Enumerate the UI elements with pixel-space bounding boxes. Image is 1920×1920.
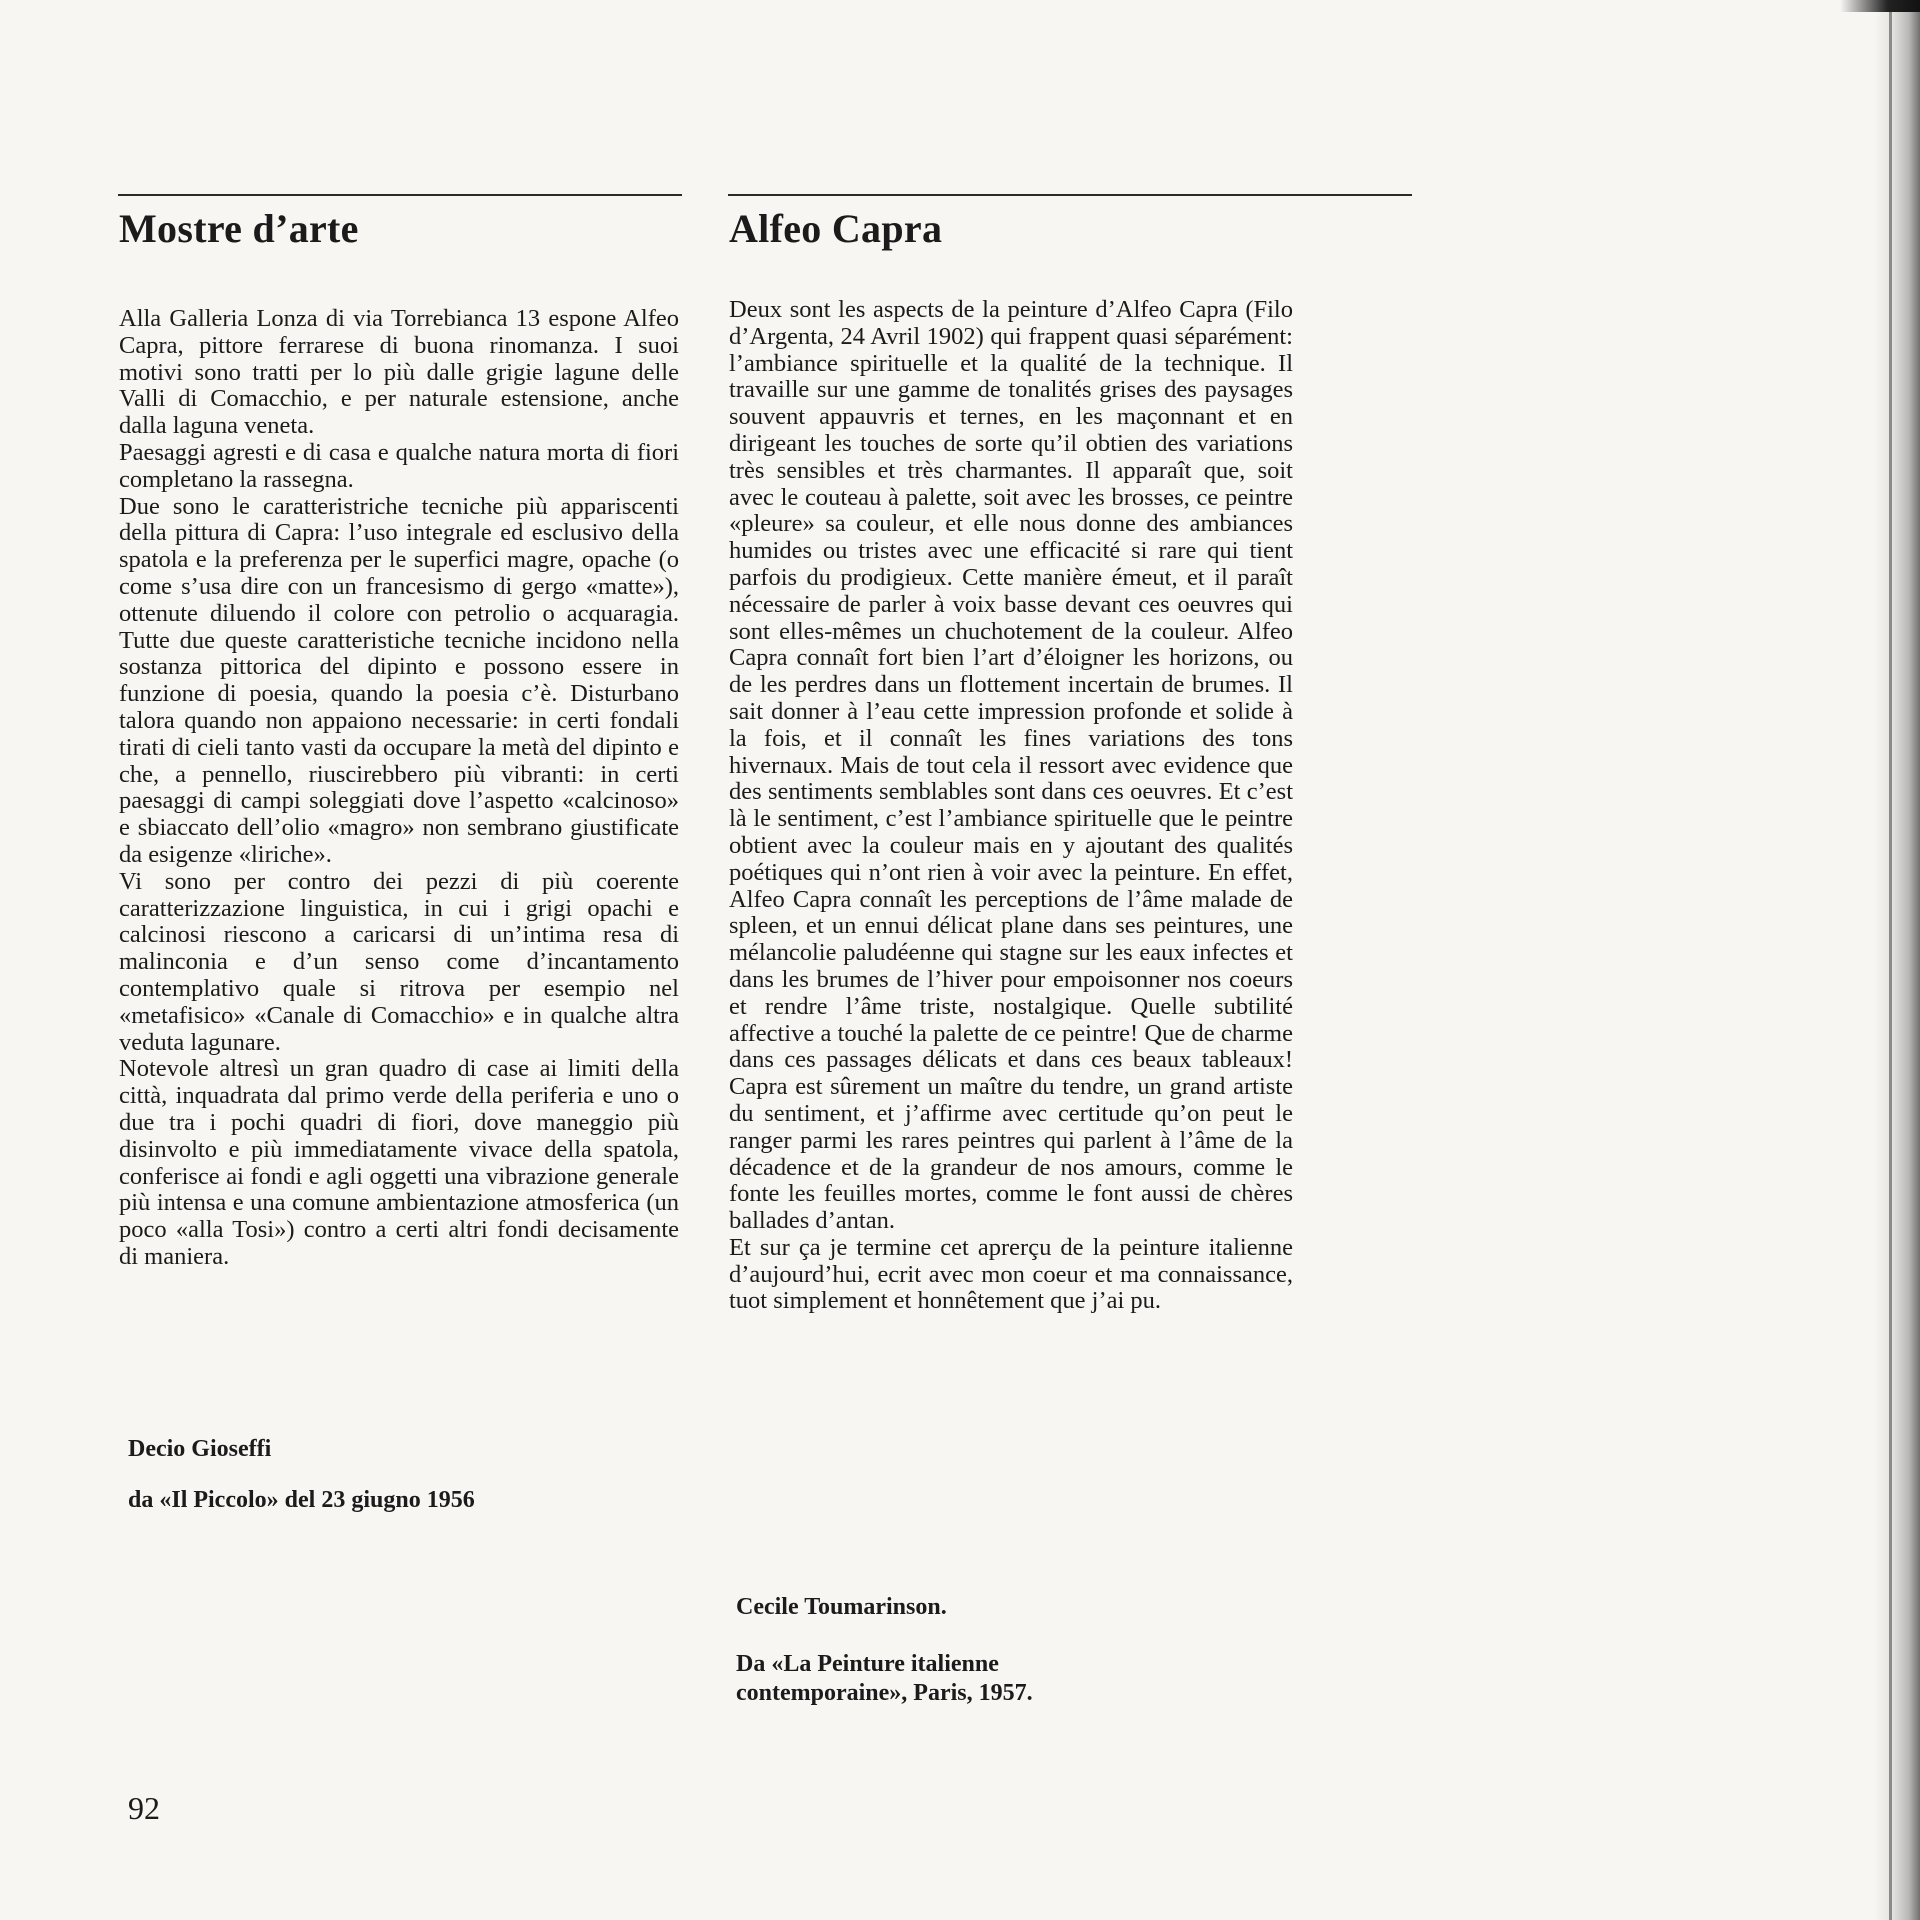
page-edge-shadow xyxy=(1874,0,1920,1920)
right-article-title: Alfeo Capra xyxy=(729,206,943,251)
left-article-body xyxy=(119,306,679,1271)
left-paragraph-3: Due sono le caratteristriche tecniche più appariscenti della pittura di Capra: l’uso integrale ed esclusivo della spatola e la preferenza per le superfici magre, opache (o come s’usa dire con un francesismo di gergo «matte»), ottenute diluendo il colore con petrolio o acquaragia. Tutte due queste caratteristiche tecniche incidono nella sostanza pittorica del dipinto e possono essere in funzione di poesia, quando la poesia c’è. Disturbano talora quando non appaiono necessarie: in certi fondali tirati di cieli tanto vasti da occupare la metà del dipinto e che, a pennello, riuscirebbero più vibranti: in certi paesaggi di campi soleggiati dove l’aspetto «calcinoso» e sbiaccato dell’olio «magro» non sembrano giustificate da esigenze «liriche». xyxy=(119,492,679,868)
left-article-source: da «Il Piccolo» del 23 giugno 1956 xyxy=(128,1487,475,1513)
right-article-author: Cecile Toumarinson. xyxy=(736,1594,947,1620)
right-article-body xyxy=(729,297,1293,1315)
left-paragraph-2: Paesaggi agresti e di casa e qualche natura morta di fiori completano la rassegna. xyxy=(119,438,679,493)
left-paragraph-4: Vi sono per contro dei pezzi di più coerente caratterizzazione linguistica, in cui i grigi opachi e calcinosi riescono a caricarsi di un’intima resa di malinconia e d’un senso come d’incantamento contemplativo quale si ritrova per esempio nel «metafisico» «Canale di Comacchio» e in qualche altra veduta lagunare. xyxy=(119,867,679,1056)
left-paragraph-5: Notevole altresì un gran quadro di case ai limiti della città, inquadrata dal primo verde della periferia e uno o due tra i pochi quadri di fiori, dove maneggio più disinvolto e più immediatamente vivace della spatola, conferisce ai fondi e agli oggetti una vibrazione generale più intensa e una comune ambientazione atmosferica (un poco «alla Tosi») contro a certi altri fondi decisamente di maniera. xyxy=(119,1055,679,1270)
right-paragraph-2: Et sur ça je termine cet aprerçu de la peinture italienne d’aujourd’hui, ecrit avec mon coeur et ma connaissance, tuot simplement et honnêtement que j’ai pu. xyxy=(729,1233,1293,1315)
left-article-title: Mostre d’arte xyxy=(119,206,359,251)
right-paragraph-1: Deux sont les aspects de la peinture d’Alfeo Capra (Filo d’Argenta, 24 Avril 1902) qui frappent quasi séparément: l’ambiance spirituelle et la qualité de la technique. Il travaille sur une gamme de tonalités grises des paysages souvent appauvris et ternes, en les maçonnant et en dirigeant les touches de sorte qu’il obtien des variations très sensibles et très charmantes. Il apparaît que, soit avec le couteau à palette, soit avec les brosses, ce peintre «pleure» sa couleur, et elle nous donne des ambiances humides ou tristes avec une efficacité si rare qui tient parfois du prodigieux. Cette manière émeut, et il paraît nécessaire de parler à voix basse devant ces oeuvres qui sont elles-mêmes un chuchotement de la couleur. Alfeo Capra connaît fort bien l’art d’éloigner les horizons, ou de les perdres dans un flottement incertain de brumes. Il sait donner à l’eau cette impression profonde et solide à la fois, et il connaît les fines variations des tons hivernaux. Mais de tout cela il ressort avec evidence que des sentiments semblables sont dans ces oeuvres. Et c’est là le sentiment, c’est l’ambiance spirituelle que le peintre obtient avec la couleur mais en y ajoutant des qualités poétiques qui n’ont rien à voir avec la peinture. En effet, Alfeo Capra connaît les perceptions de l’âme malade de spleen, et un ennui délicat plane dans ses peintures, une mélancolie paludéenne qui stagne sur les eaux infectes et dans les brumes de l’hiver pour empoisonner nos coeurs et rendre l’âme triste, nostalgique. Quelle subtilité affective a touché la palette de ce peintre! Que de charme dans ces passages délicats et dans ces beaux tableaux! Capra est sûrement un maître du tendre, un grand artiste du sentiment, et j’affirme avec certitude qu’on peut le ranger parmi les rares peintres qui parlent à l’âme de la décadence et de la grandeur de nos amours, comme le fonte les feuilles mortes, comme le font aussi de chères ballades d’antan. xyxy=(729,296,1293,1235)
left-article-author: Decio Gioseffi xyxy=(128,1436,272,1462)
right-heading-rule xyxy=(728,194,1412,196)
right-article-source: Da «La Peinture italienne contemporaine», Paris, 1957. xyxy=(736,1651,1033,1706)
left-heading-rule xyxy=(118,194,682,196)
page-number: 92 xyxy=(128,1790,160,1826)
page-edge-line xyxy=(1889,0,1892,1920)
left-paragraph-1: Alla Galleria Lonza di via Torrebianca 13 espone Alfeo Capra, pittore ferrarese di buona rinomanza. I suoi motivi sono tratti per lo più dalle grigie lagune delle Valli di Comacchio, e per naturale estensione, anche dalla laguna veneta. xyxy=(119,305,679,440)
page-corner-shadow xyxy=(1840,0,1920,12)
